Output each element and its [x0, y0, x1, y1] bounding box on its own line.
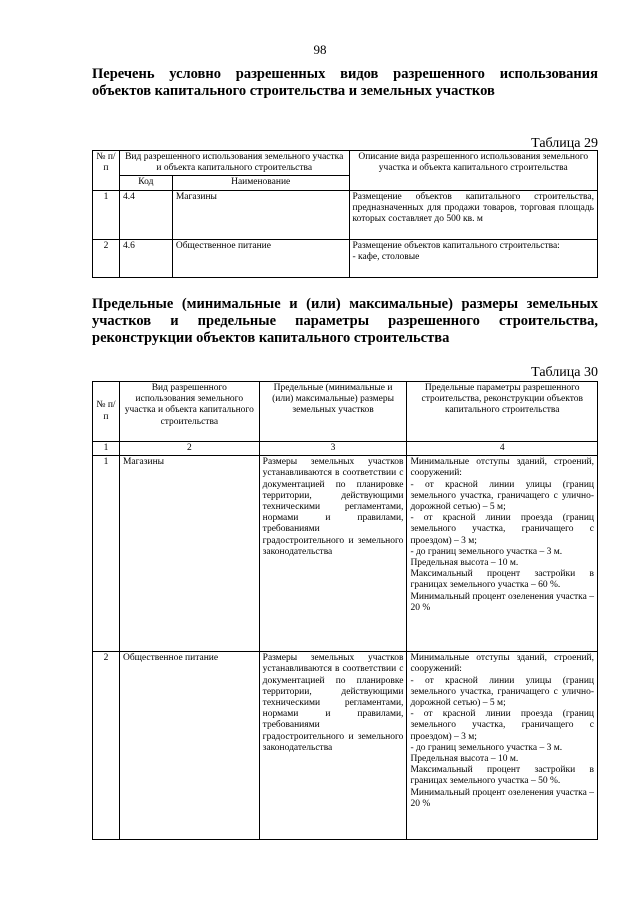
row-params [407, 652, 598, 840]
header-code: Код [119, 176, 172, 190]
row-description [349, 239, 598, 277]
header-description: Описание вида разрешенного использования земельного участка и объекта капитального строительства [349, 151, 598, 191]
param-line: - от красной линии улицы (границ земельного участка, граничащего с улично-дорожной сетью) – 5 м; [410, 479, 594, 513]
table-row [93, 239, 598, 277]
table-29 [92, 150, 598, 278]
param-line: Минимальные отступы зданий, строений, сооружений: [410, 457, 594, 479]
column-number: 1 [93, 442, 120, 456]
row-num: 2 [93, 652, 120, 840]
param-line: - до границ земельного участка – 3 м. [410, 546, 563, 557]
header-num: № п/п [93, 151, 120, 191]
header-num: № п/п [93, 382, 120, 442]
param-line: - от красной линии проезда (границ земельного участка, граничащего с проездом) – 3 м; [410, 513, 594, 546]
param-line: Минимальный процент озеленения участка – 20 % [410, 787, 594, 809]
column-number: 2 [119, 442, 259, 456]
row-use-type: Общественное питание [119, 652, 259, 840]
row-code: 4.6 [119, 239, 172, 277]
table-row [93, 652, 598, 840]
param-line: - от красной линии проезда (границ земельного участка, граничащего с проездом) – 3 м; [410, 709, 594, 742]
description-line: - кафе, столовые [352, 251, 420, 262]
param-line: - до границ земельного участка – 3 м. [410, 742, 563, 753]
header-name: Наименование [172, 176, 349, 190]
page-number: 98 [313, 42, 327, 57]
table-30 [92, 381, 598, 840]
param-line: - от красной линии улицы (границ земельного участка, граничащего с улично-дорожной сетью) – 5 м; [410, 675, 594, 709]
table-29-label: Таблица 29 [531, 136, 598, 151]
row-name: Общественное питание [172, 239, 349, 277]
table-30-label: Таблица 30 [531, 365, 598, 380]
row-params [407, 456, 598, 652]
header-params: Предельные параметры разрешенного строительства, реконструкции объектов капитального строительства [407, 382, 598, 442]
param-line: Максимальный процент застройки в границах земельного участка – 50 %. [410, 765, 594, 787]
table-row [93, 456, 598, 652]
param-line: Максимальный процент застройки в границах земельного участка – 60 %. [410, 569, 594, 591]
column-number: 4 [407, 442, 598, 456]
row-code: 4.4 [119, 190, 172, 239]
param-line: Минимальный процент озеленения участка – 20 % [410, 591, 594, 613]
row-description: Размещение объектов капитального строительства, предназначенных для продажи товаров, торговая площадь которых составляет до 500 кв. м [349, 190, 598, 239]
header-sizes: Предельные (минимальные и (или) максимальные) размеры земельных участков [259, 382, 407, 442]
table-row [93, 190, 598, 239]
param-line: Предельная высота – 10 м. [410, 558, 519, 569]
row-num: 1 [93, 456, 120, 652]
header-use-type: Вид разрешенного использования земельного участка и объекта капитального строительства [119, 382, 259, 442]
row-sizes: Размеры земельных участков устанавливаются в соответствии с документацией по планировке территории, действующими техническими регламентами, нормами и правилами, требованиями градостроительного и земельного законодательства [259, 652, 407, 840]
row-sizes: Размеры земельных участков устанавливаются в соответствии с документацией по планировке территории, действующими техническими регламентами, нормами и правилами, требованиями градостроительного и земельного законодательства [259, 456, 407, 652]
heading-limit-parameters: Предельные (минимальные и (или) максимальные) размеры земельных участков и предельные параметры разрешенного строительства, реконструкции объектов капитального строительства [92, 296, 598, 346]
row-num: 1 [93, 190, 120, 239]
column-number: 3 [259, 442, 407, 456]
header-use-type: Вид разрешенного использования земельного участка и объекта капитального строительства [119, 151, 349, 176]
param-line: Минимальные отступы зданий, строений, сооружений: [410, 653, 594, 675]
row-name: Магазины [172, 190, 349, 239]
param-line: Предельная высота – 10 м. [410, 754, 519, 765]
row-use-type: Магазины [119, 456, 259, 652]
heading-conditional-uses: Перечень условно разрешенных видов разрешенного использования объектов капитального строительства и земельных участков [92, 66, 598, 99]
row-num: 2 [93, 239, 120, 277]
description-line: Размещение объектов капитального строительства: [352, 240, 560, 251]
